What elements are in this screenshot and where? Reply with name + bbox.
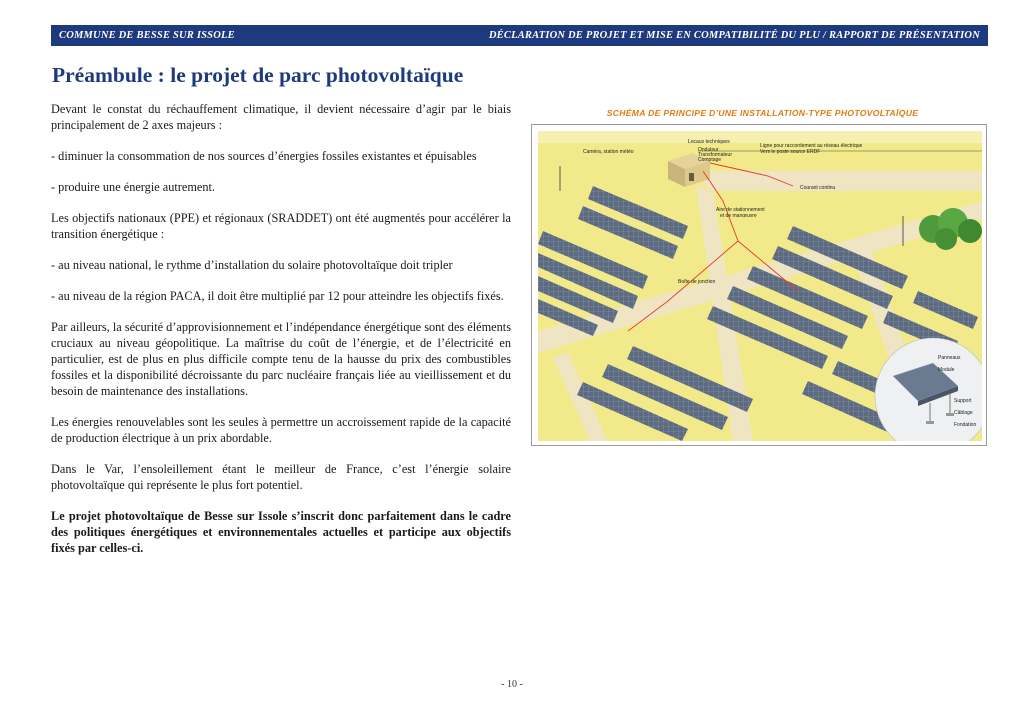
label-ligne-2: Vers le poste source ERDF (760, 149, 821, 155)
label-comptage: Comptage (698, 157, 722, 163)
label-transformateur: Transformateur (698, 152, 732, 158)
paragraph: - au niveau national, le rythme d’installation du solaire photovoltaïque doit tripler (51, 258, 453, 272)
header-commune: COMMUNE DE BESSE SUR ISSOLE (59, 30, 235, 41)
page-header (51, 25, 988, 46)
paragraph: - au niveau de la région PACA, il doit être multiplié par 12 pour atteindre les objectifs fixés. (51, 289, 504, 303)
solar-installation-diagram (531, 124, 987, 446)
header-document: DÉCLARATION DE PROJET ET MISE EN COMPATIBILITÉ DU PLU / RAPPORT DE PRÉSENTATION (488, 30, 980, 41)
page-title: Préambule : le projet de parc photovoltaïque (52, 63, 464, 87)
label-camera: Caméra, station météo (583, 149, 634, 155)
conclusion-paragraph: Le projet photovoltaïque de Besse sur Issole s’inscrit donc parfaitement dans le cadre des politiques énergétiques et environnementales actuelles et participe aux objectifs fixés par celles-ci. (51, 509, 511, 555)
diagram-illustration (538, 131, 982, 441)
paragraph: Les objectifs nationaux (PPE) et régionaux (SRADDET) ont été augmentés pour accélérer la transition énergétique : (51, 211, 511, 241)
figure-caption: SCHÉMA DE PRINCIPE D’UNE INSTALLATION-TYPE PHOTOVOLTAÏQUE (606, 108, 919, 118)
label-onduleur: Onduleur (698, 147, 719, 153)
body-text (51, 101, 511, 571)
paragraph: - produire une énergie autrement. (51, 180, 216, 194)
label-boite: Boîte de jonction (678, 279, 716, 285)
label-locaux: Locaux techniques (688, 139, 730, 145)
label-ligne: Ligne pour raccordement au réseau électrique (760, 143, 863, 149)
page-number: - 10 - (501, 679, 523, 690)
paragraph: Dans le Var, l’ensoleillement étant le meilleur de France, c’est l’énergie solaire photovoltaïque qui représente le plus fort potentiel. (51, 462, 511, 492)
label-courant: Courant continu (800, 185, 836, 191)
label-fondation: Fondation (954, 422, 977, 428)
label-panneaux: Panneaux (938, 355, 961, 361)
label-aire-2: et de manœuvre (720, 213, 757, 219)
paragraph: Devant le constat du réchauffement climatique, il devient nécessaire d’agir par le biais principalement de 2 axes majeurs : (51, 102, 511, 132)
label-module: Module (938, 367, 955, 373)
label-cablage: Câblage (954, 410, 973, 416)
paragraph: - diminuer la consommation de nos sources d’énergies fossiles existantes et épuisables (51, 149, 477, 163)
label-aire: Aire de stationnement (716, 207, 765, 213)
label-support: Support (954, 398, 972, 404)
paragraph: Les énergies renouvelables sont les seules à permettre un accroissement rapide de la capacité de production électrique à un prix abordable. (51, 415, 511, 445)
paragraph: Par ailleurs, la sécurité d’approvisionnement et l’indépendance énergétique sont des éléments cruciaux au niveau géopolitique. La maîtrise du coût de l’énergie, et de l’électricité en particulier, est de plus en plus difficile compte tenu de la hausse du prix des combustibles fossiles et la disponibilité décroissante du parc nucléaire français liée au vieillissement et du besoin de maintenance des installations. (51, 320, 511, 398)
